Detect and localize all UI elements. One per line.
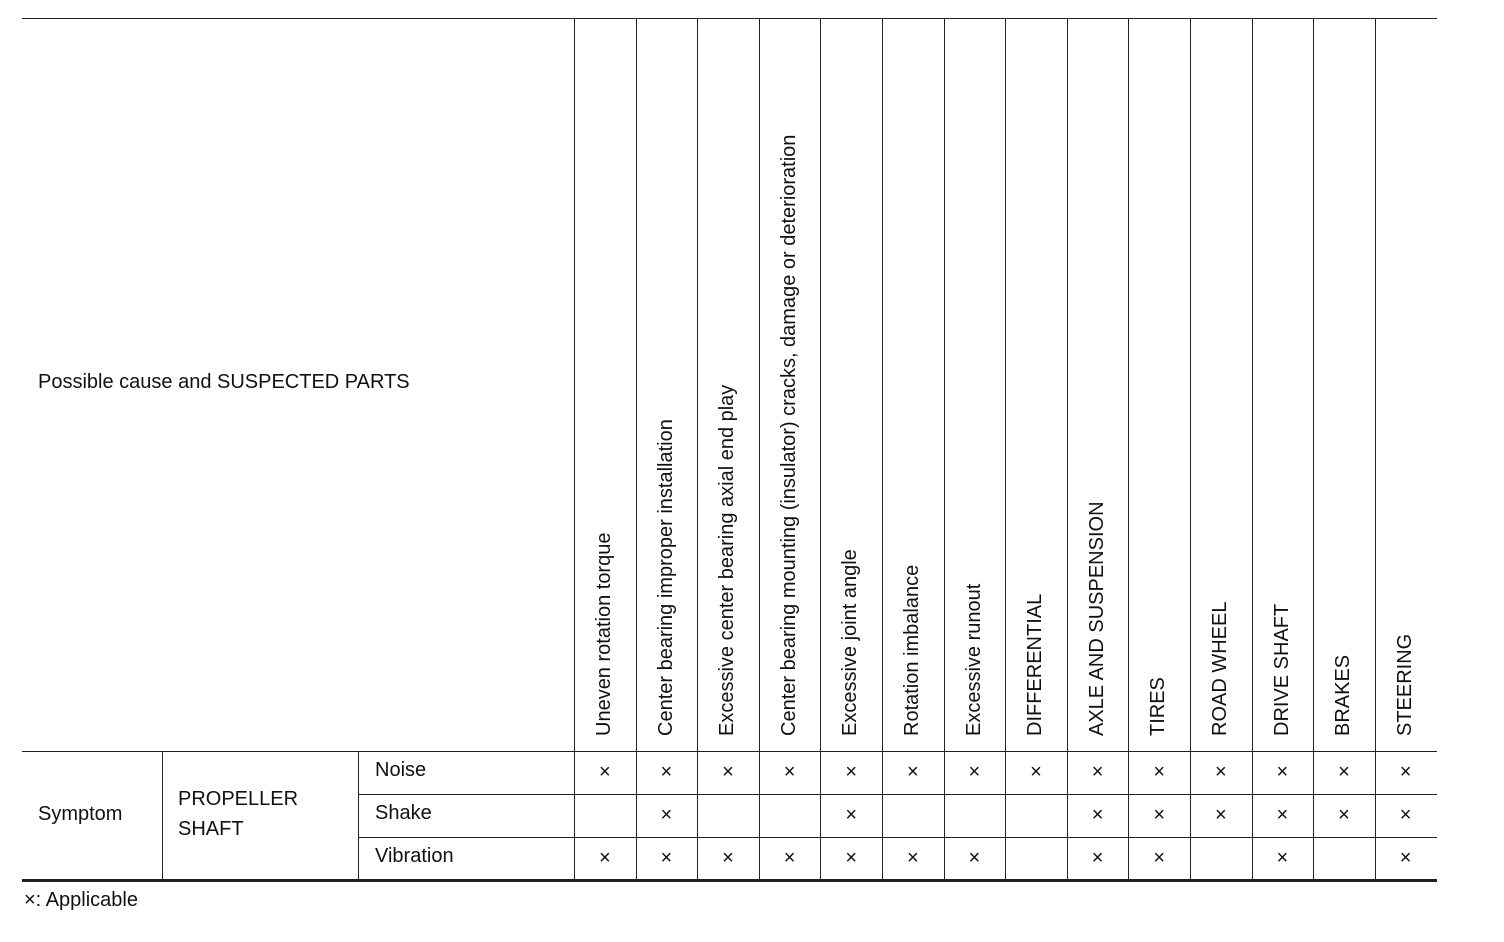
applicable-mark: × — [783, 847, 796, 869]
applicable-mark: × — [968, 847, 981, 869]
symptom-row-label: Noise — [375, 759, 427, 781]
column-divider — [1067, 18, 1068, 879]
column-divider — [162, 751, 163, 879]
applicable-mark: × — [1153, 804, 1166, 826]
row-divider — [358, 837, 1437, 838]
column-divider — [1190, 18, 1191, 879]
header-bottom-border — [22, 751, 1437, 752]
column-divider — [1252, 18, 1253, 879]
column-divider — [358, 751, 359, 879]
applicable-mark: × — [1091, 804, 1104, 826]
symptom-label: Symptom — [38, 803, 123, 825]
applicable-mark: × — [1091, 761, 1104, 783]
applicable-mark: × — [660, 847, 673, 869]
table-top-border — [22, 18, 1437, 19]
applicable-mark: × — [1399, 804, 1412, 826]
column-header: Excessive runout — [962, 583, 985, 736]
applicable-mark: × — [968, 761, 981, 783]
column-header: Center bearing mounting (insulator) cracks, damage or deterioration — [777, 134, 800, 736]
column-divider — [759, 18, 760, 879]
applicable-mark: × — [1276, 804, 1289, 826]
column-divider — [1128, 18, 1129, 879]
applicable-mark: × — [906, 847, 919, 869]
applicable-mark: × — [783, 761, 796, 783]
applicable-mark: × — [1214, 761, 1227, 783]
column-divider — [697, 18, 698, 879]
applicable-mark: × — [1153, 847, 1166, 869]
applicable-mark: × — [845, 761, 858, 783]
applicable-mark: × — [845, 804, 858, 826]
row-divider — [358, 794, 1437, 795]
applicable-mark: × — [845, 847, 858, 869]
applicable-mark: × — [1153, 761, 1166, 783]
table-header-label: Possible cause and SUSPECTED PARTS — [38, 371, 410, 393]
column-header: BRAKES — [1332, 654, 1355, 736]
column-header: Excessive joint angle — [839, 549, 862, 736]
applicable-mark: × — [1338, 761, 1350, 783]
column-header: AXLE AND SUSPENSION — [1085, 501, 1108, 736]
applicable-mark: × — [722, 761, 734, 783]
column-divider — [1005, 18, 1006, 879]
applicable-mark: × — [1214, 804, 1227, 826]
column-header: STEERING — [1393, 633, 1416, 736]
applicable-mark: × — [1338, 804, 1350, 826]
column-header: Excessive center bearing axial end play — [716, 384, 739, 736]
column-header: Center bearing improper installation — [654, 419, 677, 736]
diagnosis-table — [22, 18, 1437, 882]
applicable-mark: × — [660, 761, 673, 783]
applicable-mark: × — [722, 847, 734, 869]
column-divider — [882, 18, 883, 879]
applicable-mark: × — [598, 761, 611, 783]
applicable-mark: × — [906, 761, 919, 783]
applicable-mark: × — [1399, 761, 1412, 783]
table-bottom-border — [22, 879, 1437, 882]
legend: ×: Applicable — [24, 889, 138, 911]
column-header: DIFFERENTIAL — [1024, 593, 1047, 736]
column-header: Rotation imbalance — [901, 564, 923, 736]
column-header: DRIVE SHAFT — [1270, 603, 1293, 736]
applicable-mark: × — [1399, 847, 1412, 869]
column-header: Uneven rotation torque — [593, 532, 615, 736]
column-divider — [636, 18, 637, 879]
column-header: ROAD WHEEL — [1209, 601, 1231, 736]
applicable-mark: × — [1030, 761, 1042, 783]
applicable-mark: × — [1276, 761, 1289, 783]
symptom-row-label: Shake — [375, 802, 432, 824]
column-divider — [820, 18, 821, 879]
component-label-line1: PROPELLER — [178, 788, 299, 810]
symptom-row-label: Vibration — [375, 845, 454, 867]
column-divider — [1313, 18, 1314, 879]
column-header: TIRES — [1147, 677, 1170, 736]
column-divider — [1375, 18, 1376, 879]
component-label-line2: SHAFT — [178, 818, 244, 840]
column-divider — [574, 18, 575, 879]
applicable-mark: × — [1276, 847, 1289, 869]
column-divider — [944, 18, 945, 879]
applicable-mark: × — [598, 847, 611, 869]
applicable-mark: × — [1091, 847, 1104, 869]
applicable-mark: × — [660, 804, 673, 826]
